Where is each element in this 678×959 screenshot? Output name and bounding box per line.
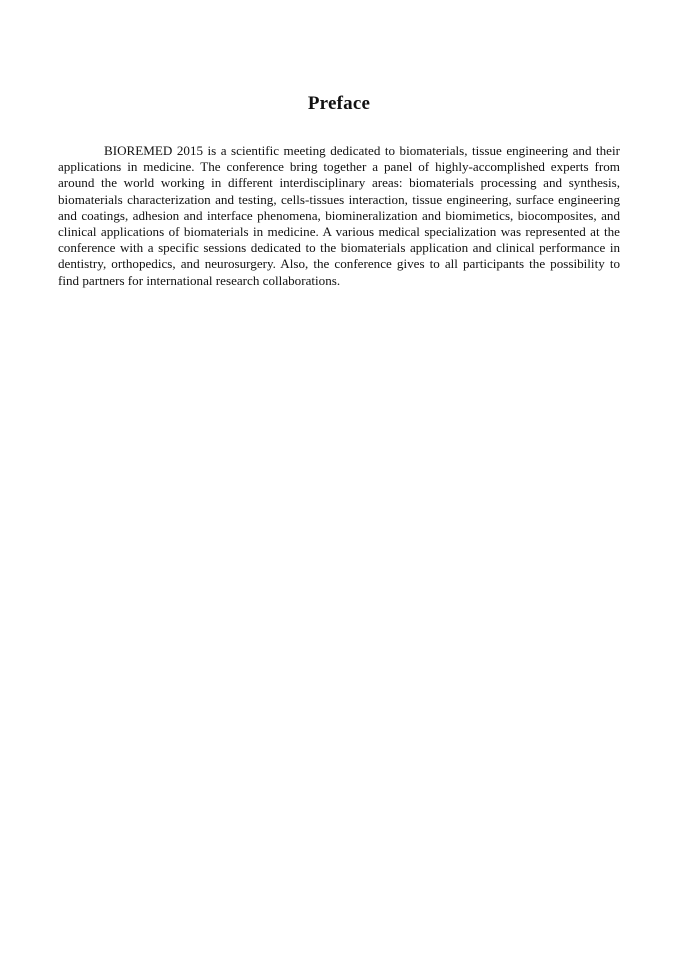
body-text-block <box>58 143 620 289</box>
preface-paragraph: BIOREMED 2015 is a scientific meeting dedicated to biomaterials, tissue engineering and their applications in medicine. The conference bring together a panel of highly-accomplished experts from around the world working in different interdisciplinary areas: biomaterials processing and synthesis, biomaterials characterization and testing, cells-tissues interaction, tissue engineering, surface engineering and coatings, adhesion and interface phenomena, biomineralization and biomimetics, biocomposites, and clinical applications of biomaterials in medicine. A various medical specialization was represented at the conference with a specific sessions dedicated to the biomaterials application and clinical performance in dentistry, orthopedics, and neurosurgery. Also, the conference gives to all participants the possibility to find partners for international research collaborations. <box>58 143 620 288</box>
page-title: Preface <box>307 92 371 114</box>
